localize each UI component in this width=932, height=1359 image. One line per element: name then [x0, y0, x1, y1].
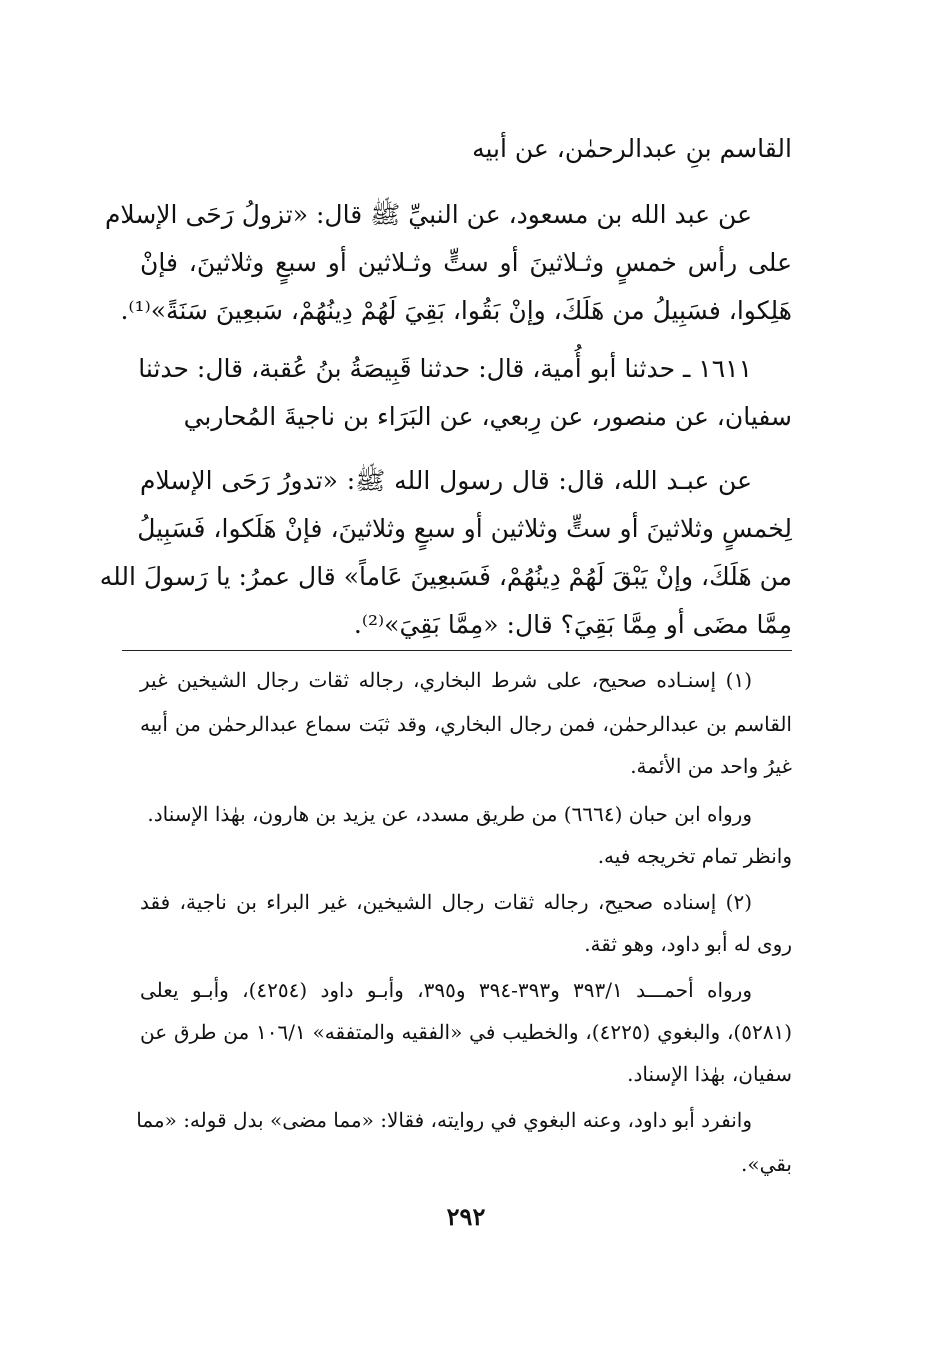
hadith-line: لِخمسٍ وثلاثينَ أو ستٍّ وثلاثين أو سبعٍ وثلاثينَ، فإنْ هَلَكوا، فَسَبِيلُ — [137, 514, 792, 543]
footnote-1-reference: ورواه ابن حبان (٦٦٦٤) من طريق مسدد، عن يزيد بن هارون، بهٰذا الإسناد. — [147, 802, 752, 826]
isnad-line: القاسم بنِ عبدالرحمٰن، عن أبيه — [472, 134, 792, 163]
footnote-2-remark: بقي». — [741, 1152, 792, 1176]
footnote-2-reference: سفيان، بهٰذا الإسناد. — [627, 1062, 792, 1086]
hadith-line: على رأس خمسٍ وثـلاثينَ أو ستٍّ وثـلاثين أو سبعٍ وثلاثينَ، فإنْ — [140, 248, 792, 277]
footnote-2: روى له أبو داود، وهو ثقة. — [584, 932, 792, 956]
footnote-2-reference: ورواه أحمـــد ٣٩٣/١ و٣٩٣-٣٩٤ و٣٩٥، وأبـو داود (٤٢٥٤)، وأبـو يعلى — [140, 978, 752, 1002]
hadith-line: عن عبـد الله، قال: قال رسول الله ﷺ: «تدورُ رَحَى الإسلام — [140, 466, 752, 495]
hadith-line: من هَلَكَ، وإنْ يَبْقَ لَهُمْ دِينُهُمْ، فَسَبعِينَ عَاماً» قال عمرُ: يا رَسولَ الله — [99, 562, 792, 591]
hadith-line: مِمَّا مضَى أو مِمَّا بَقِيَ؟ قال: «مِمَّا بَقِيَ»⁽²⁾. — [353, 610, 792, 639]
hadith-line: عن عبد الله بن مسعود، عن النبيِّ ﷺ قال: «تزولُ رَحَى الإسلام — [104, 200, 752, 229]
footnote-2: (٢) إسناده صحيح، رجاله ثقات رجال الشيخين، غير البراء بن ناجية، فقد — [140, 890, 752, 914]
footnote-1-reference: وانظر تمام تخريجه فيه. — [597, 844, 792, 868]
footnote-separator — [122, 650, 792, 651]
footnote-1: (١) إسنـاده صحيح، على شرط البخاري، رجاله ثقات رجال الشيخين غير — [140, 668, 752, 692]
entry-line: سفيان، عن منصور، عن رِبعي، عن البَرَاء بن ناجيةَ المُحاربي — [183, 402, 792, 431]
footnote-2-reference: (٥٢٨١)، والبغوي (٤٢٢٥)، والخطيب في «الفقيه والمتفقه» ١٠٦/١ من طرق عن — [140, 1020, 792, 1044]
footnote-2-remark: وانفرد أبو داود، وعنه البغوي في روايته، فقالا: «مما مضى» بدل قوله: «مما — [136, 1108, 752, 1132]
page-number: ٢٩٢ — [446, 1202, 486, 1231]
footnote-1: غيرُ واحد من الأئمة. — [630, 754, 792, 778]
footnote-1: القاسم بن عبدالرحمٰن، فمن رجال البخاري، وقد ثبَت سماع عبدالرحمٰن من أبيه — [140, 712, 792, 736]
entry-heading: ١٦١١ ـ حدثنا أبو أُمية، قال: حدثنا قَبِيصَةُ بنُ عُقبة، قال: حدثنا — [138, 354, 752, 383]
hadith-line: هَلِكوا، فسَبِيلُ من هَلَكَ، وإنْ بَقُوا، بَقِيَ لَهُمْ دِينُهُمْ، سَبعِينَ سَنَةً»⁽¹⁾. — [120, 296, 792, 325]
